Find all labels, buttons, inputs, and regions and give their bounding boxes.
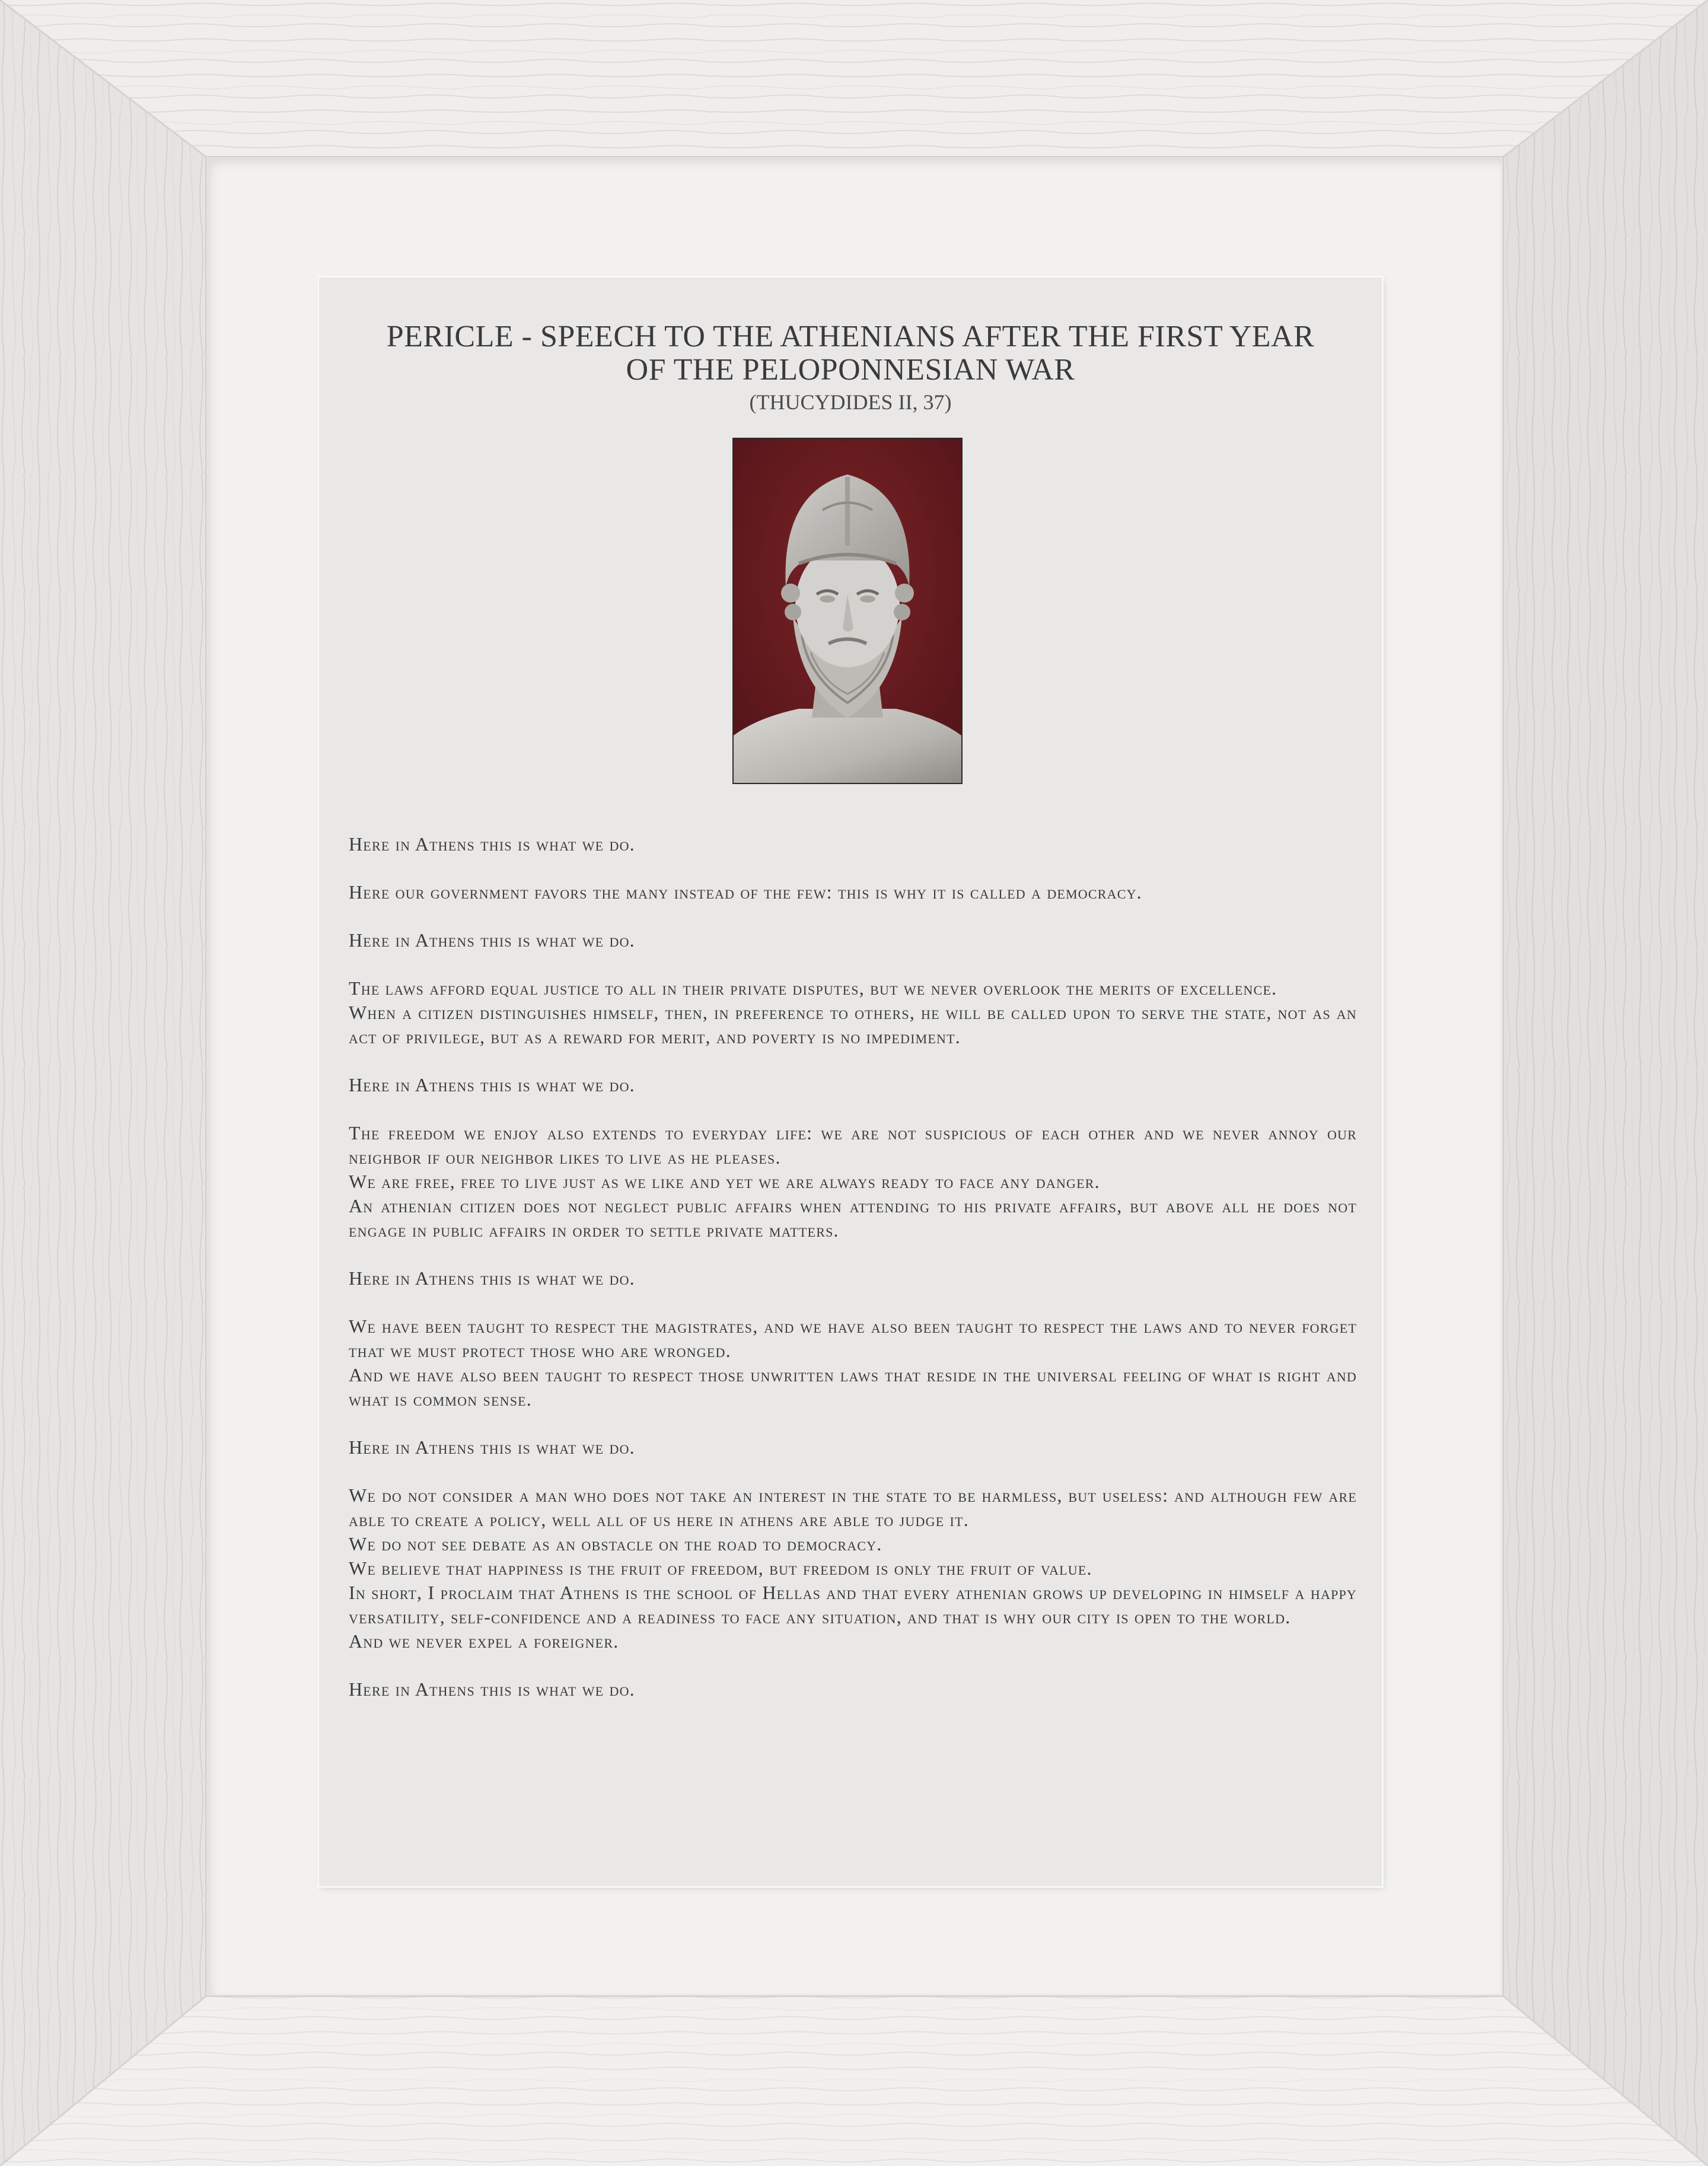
paragraph-line: We do not see debate as an obstacle on the road to democracy.	[349, 1533, 882, 1555]
refrain-line: Here in Athens this is what we do.	[349, 833, 635, 855]
paragraph-line: In short, I proclaim that Athens is the school of Hellas and that every athenian grows up developing in himself a happy versatility, self-confidence and a readiness to face any situation, and that is why our city is open to the world.	[349, 1582, 1357, 1627]
document-title	[319, 320, 1382, 387]
paragraph-line: We have been taught to respect the magistrates, and we have also been taught to respect the laws and to never forget that we must protect those who are wronged.	[349, 1315, 1357, 1361]
paragraph-line: We do not consider a man who does not take an interest in the state to be harmless, but useless: and although few are able to create a policy, well all of us here in athens are able to judge it.	[349, 1485, 1357, 1530]
paragraph-line: When a citizen distinguishes himself, then, in preference to others, he will be called upon to serve the state, not as an act of privilege, but as a reward for merit, and poverty is no impediment.	[349, 1002, 1357, 1047]
refrain-line: Here in Athens this is what we do.	[349, 1074, 635, 1095]
paragraph-line: Here our government favors the many instead of the few: this is why it is called a democracy.	[349, 881, 1142, 903]
paragraph-line: The laws afford equal justice to all in their private disputes, but we never overlook the merits of excellence.	[349, 977, 1277, 999]
paragraph-line: We are free, free to live just as we like and yet we are always ready to face any danger.	[349, 1171, 1100, 1192]
paragraph-line: We believe that happiness is the fruit of freedom, but freedom is only the fruit of value.	[349, 1557, 1092, 1579]
paragraph-line: And we have also been taught to respect those unwritten laws that reside in the universal feeling of what is right and what is common sense.	[349, 1364, 1357, 1410]
refrain-line: Here in Athens this is what we do.	[349, 929, 635, 951]
paragraph-line: An athenian citizen does not neglect public affairs when attending to his private affairs, but above all he does not engage in public affairs in order to settle private matters.	[349, 1195, 1357, 1241]
portrait-image	[732, 438, 963, 784]
document-page	[319, 278, 1382, 1886]
title-line-1: PERICLE - SPEECH TO THE ATHENIANS AFTER THE FIRST YEAR	[386, 320, 1315, 353]
refrain-line: Here in Athens this is what we do.	[349, 1267, 635, 1289]
document-subtitle: (THUCYDIDES II, 37)	[749, 390, 952, 414]
paragraph-line: And we never expel a foreigner.	[349, 1630, 619, 1652]
refrain-line: Here in Athens this is what we do.	[349, 1678, 635, 1700]
paragraph-line: The freedom we enjoy also extends to everyday life: we are not suspicious of each other and we never annoy our neighbor if our neighbor likes to live as he pleases.	[349, 1122, 1357, 1168]
title-line-2: OF THE PELOPONNESIAN WAR	[626, 353, 1075, 387]
speech-body	[349, 832, 1357, 1702]
pericles-bust-icon	[734, 439, 961, 783]
refrain-line: Here in Athens this is what we do.	[349, 1436, 635, 1458]
